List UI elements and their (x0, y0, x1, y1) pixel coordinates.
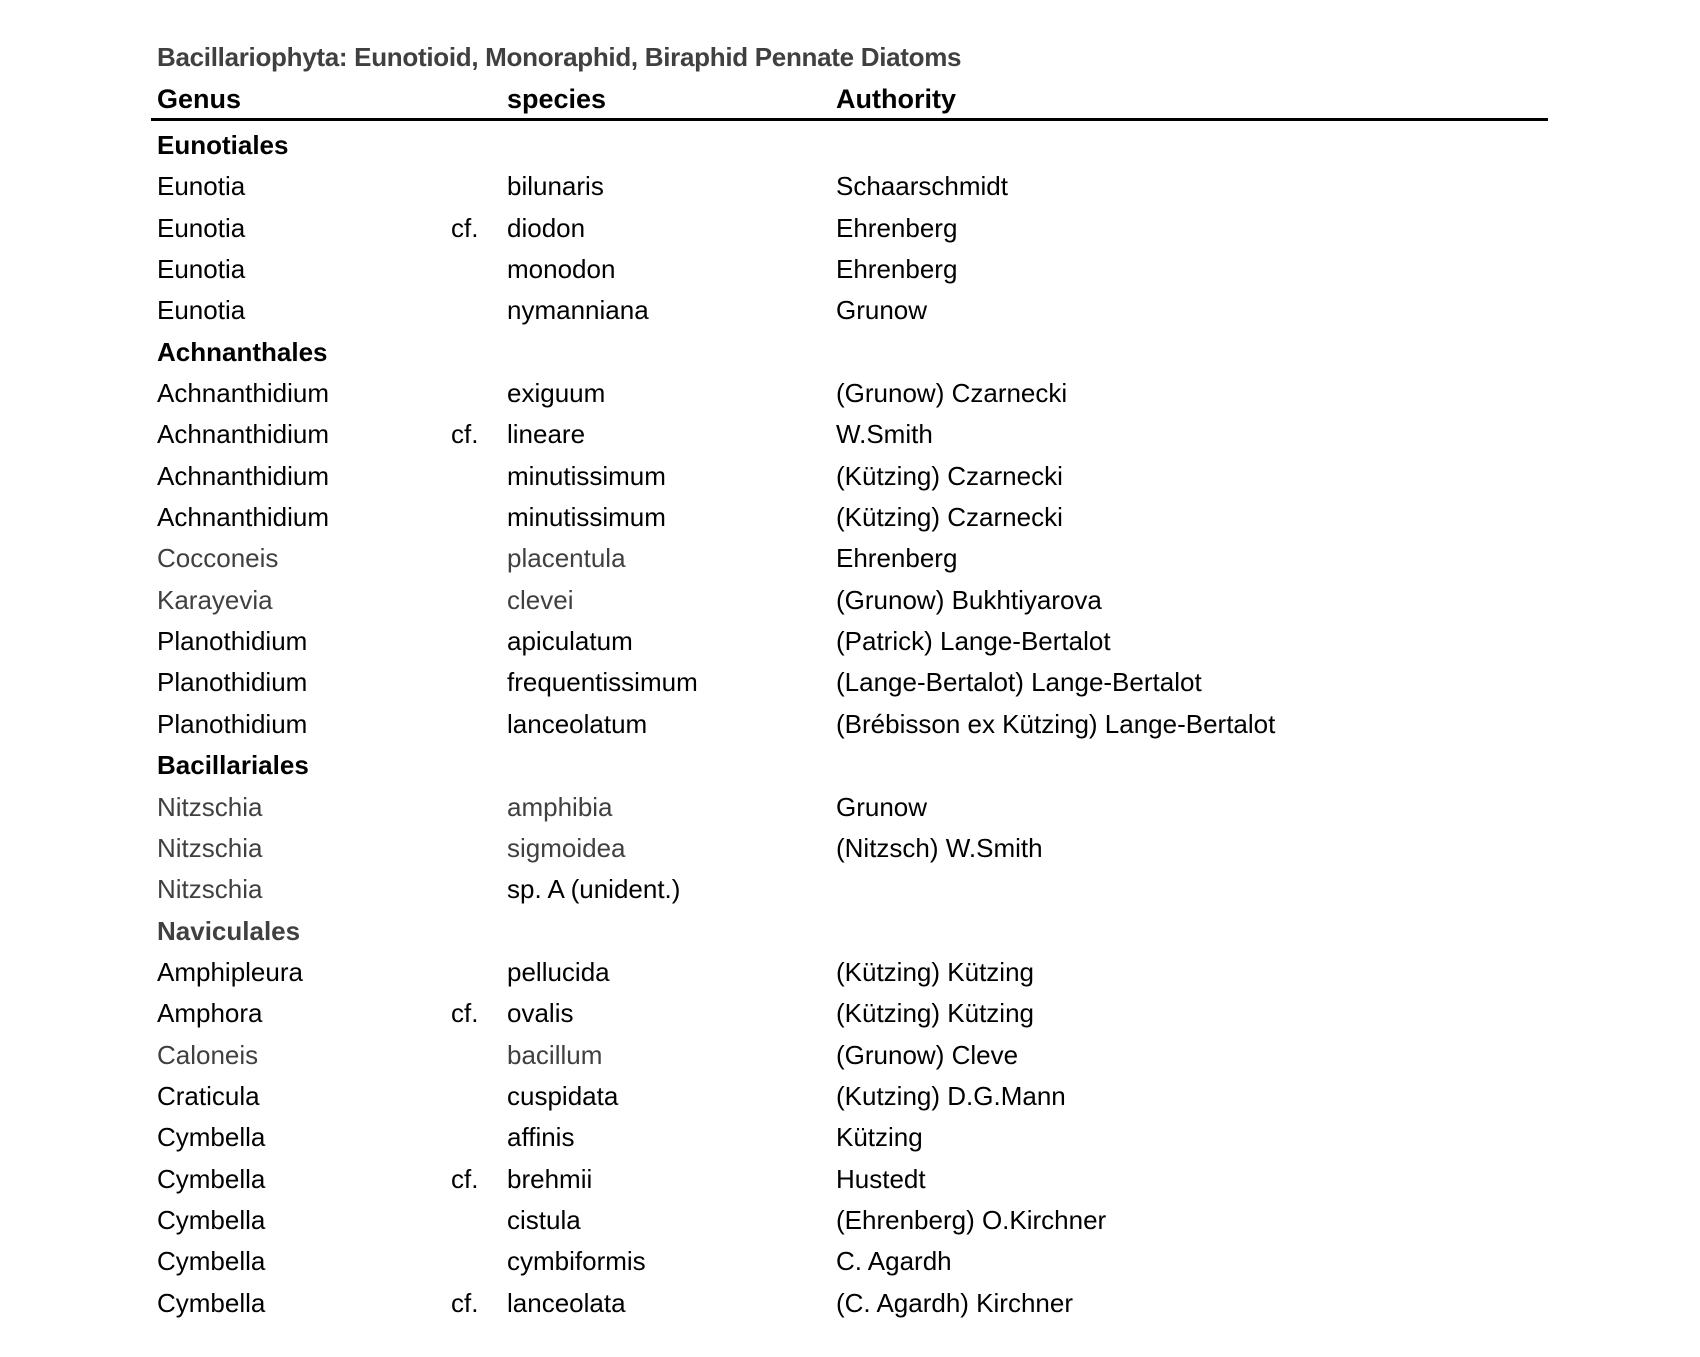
order-heading-row (0, 745, 1700, 786)
qualifier-cell: cf. (451, 419, 479, 450)
species-cell: affinis (507, 1122, 575, 1153)
authority-cell: (Grunow) Czarnecki (836, 378, 1068, 409)
taxon-row (0, 249, 1700, 290)
species-cell: pellucida (507, 956, 610, 987)
taxon-row (0, 993, 1700, 1034)
genus-cell: Achnanthidium (157, 419, 329, 450)
genus-cell: Achnanthidium (157, 460, 329, 491)
genus-cell: Cocconeis (157, 543, 279, 574)
authority-cell: (Ehrenberg) O.Kirchner (836, 1204, 1107, 1235)
authority-cell: (Grunow) Cleve (836, 1039, 1019, 1070)
authority-cell: (Nitzsch) W.Smith (836, 832, 1043, 863)
authority-cell: Grunow (836, 791, 928, 822)
taxon-row (0, 1035, 1700, 1076)
genus-cell: Eunotia (157, 254, 246, 285)
authority-cell: (Brébisson ex Kützing) Lange-Bertalot (836, 708, 1276, 739)
taxon-row (0, 1283, 1700, 1324)
genus-cell: Planothidium (157, 626, 308, 657)
column-header-authority: Authority (836, 84, 956, 114)
qualifier-cell: cf. (451, 998, 479, 1029)
species-cell: cymbiformis (507, 1246, 646, 1277)
genus-cell: Amphora (157, 998, 263, 1029)
taxon-row (0, 787, 1700, 828)
order-heading-row (0, 332, 1700, 373)
authority-cell: (C. Agardh) Kirchner (836, 1287, 1073, 1318)
authority-cell: Hustedt (836, 1163, 926, 1194)
taxon-row (0, 1200, 1700, 1241)
taxon-row (0, 414, 1700, 455)
authority-cell: Ehrenberg (836, 254, 958, 285)
genus-cell: Caloneis (157, 1039, 259, 1070)
species-cell: monodon (507, 254, 616, 285)
column-header-genus: Genus (157, 84, 242, 114)
taxon-row (0, 373, 1700, 414)
authority-cell: (Kützing) Czarnecki (836, 502, 1063, 533)
genus-cell: Cymbella (157, 1204, 266, 1235)
taxon-row (0, 208, 1700, 249)
genus-cell: Karayevia (157, 584, 273, 615)
species-cell: lanceolata (507, 1287, 626, 1318)
species-cell: sigmoidea (507, 832, 626, 863)
authority-cell: (Kützing) Kützing (836, 998, 1034, 1029)
taxon-row (0, 952, 1700, 993)
qualifier-cell: cf. (451, 1163, 479, 1194)
authority-cell: (Kützing) Kützing (836, 956, 1034, 987)
authority-cell: Schaarschmidt (836, 171, 1008, 202)
taxon-row (0, 1241, 1700, 1282)
authority-cell: (Patrick) Lange-Bertalot (836, 626, 1111, 657)
taxon-row (0, 166, 1700, 207)
genus-cell: Nitzschia (157, 791, 263, 822)
taxon-row (0, 290, 1700, 331)
column-header-species: species (507, 84, 607, 114)
taxon-row (0, 662, 1700, 703)
genus-cell: Planothidium (157, 708, 308, 739)
genus-cell: Amphipleura (157, 956, 303, 987)
qualifier-cell: cf. (451, 212, 479, 243)
genus-cell: Cymbella (157, 1122, 266, 1153)
header-divider (151, 118, 1548, 121)
taxon-row (0, 621, 1700, 662)
genus-cell: Achnanthidium (157, 502, 329, 533)
qualifier-cell: cf. (451, 1287, 479, 1318)
authority-cell: W.Smith (836, 419, 933, 450)
genus-cell: Eunotia (157, 212, 246, 243)
species-cell: apiculatum (507, 626, 633, 657)
taxa-list (0, 125, 1700, 1324)
authority-cell: (Kützing) Czarnecki (836, 460, 1063, 491)
taxon-row (0, 538, 1700, 579)
order-heading: Eunotiales (157, 130, 289, 160)
authority-cell: Ehrenberg (836, 543, 958, 574)
species-cell: amphibia (507, 791, 613, 822)
genus-cell: Planothidium (157, 667, 308, 698)
order-heading-row (0, 911, 1700, 952)
genus-cell: Nitzschia (157, 874, 263, 905)
taxon-row (0, 828, 1700, 869)
genus-cell: Craticula (157, 1080, 260, 1111)
species-cell: minutissimum (507, 502, 666, 533)
taxon-row (0, 869, 1700, 910)
authority-cell: Ehrenberg (836, 212, 958, 243)
order-heading: Naviculales (157, 915, 301, 946)
authority-cell: Grunow (836, 295, 928, 326)
species-cell: ovalis (507, 998, 574, 1029)
species-cell: cuspidata (507, 1080, 619, 1111)
species-cell: lineare (507, 419, 586, 450)
genus-cell: Eunotia (157, 171, 246, 202)
species-cell: frequentissimum (507, 667, 698, 698)
genus-cell: Cymbella (157, 1287, 266, 1318)
authority-cell: C. Agardh (836, 1246, 952, 1277)
order-heading-row (0, 125, 1700, 166)
species-cell: bilunaris (507, 171, 604, 202)
taxon-row (0, 497, 1700, 538)
taxon-row (0, 704, 1700, 745)
genus-cell: Cymbella (157, 1163, 266, 1194)
order-heading: Bacillariales (157, 750, 309, 781)
taxon-row (0, 1159, 1700, 1200)
genus-cell: Achnanthidium (157, 378, 329, 409)
authority-cell: Kützing (836, 1122, 923, 1153)
authority-cell: (Lange-Bertalot) Lange-Bertalot (836, 667, 1202, 698)
genus-cell: Nitzschia (157, 832, 263, 863)
taxon-row (0, 1076, 1700, 1117)
taxon-row (0, 580, 1700, 621)
species-cell: placentula (507, 543, 626, 574)
genus-cell: Cymbella (157, 1246, 266, 1277)
authority-cell: (Grunow) Bukhtiyarova (836, 584, 1102, 615)
species-cell: bacillum (507, 1039, 603, 1070)
species-cell: sp. A (unident.) (507, 874, 681, 905)
order-heading: Achnanthales (157, 336, 328, 367)
table-title: Bacillariophyta: Eunotioid, Monoraphid, Biraphid Pennate Diatoms (157, 42, 962, 72)
taxon-row (0, 456, 1700, 497)
genus-cell: Eunotia (157, 295, 246, 326)
species-cell: brehmii (507, 1163, 593, 1194)
species-cell: nymanniana (507, 295, 649, 326)
authority-cell: (Kutzing) D.G.Mann (836, 1080, 1066, 1111)
species-cell: exiguum (507, 378, 606, 409)
taxon-row (0, 1117, 1700, 1158)
species-cell: clevei (507, 584, 574, 615)
species-cell: cistula (507, 1204, 581, 1235)
species-cell: diodon (507, 212, 586, 243)
species-cell: minutissimum (507, 460, 666, 491)
species-cell: lanceolatum (507, 708, 648, 739)
